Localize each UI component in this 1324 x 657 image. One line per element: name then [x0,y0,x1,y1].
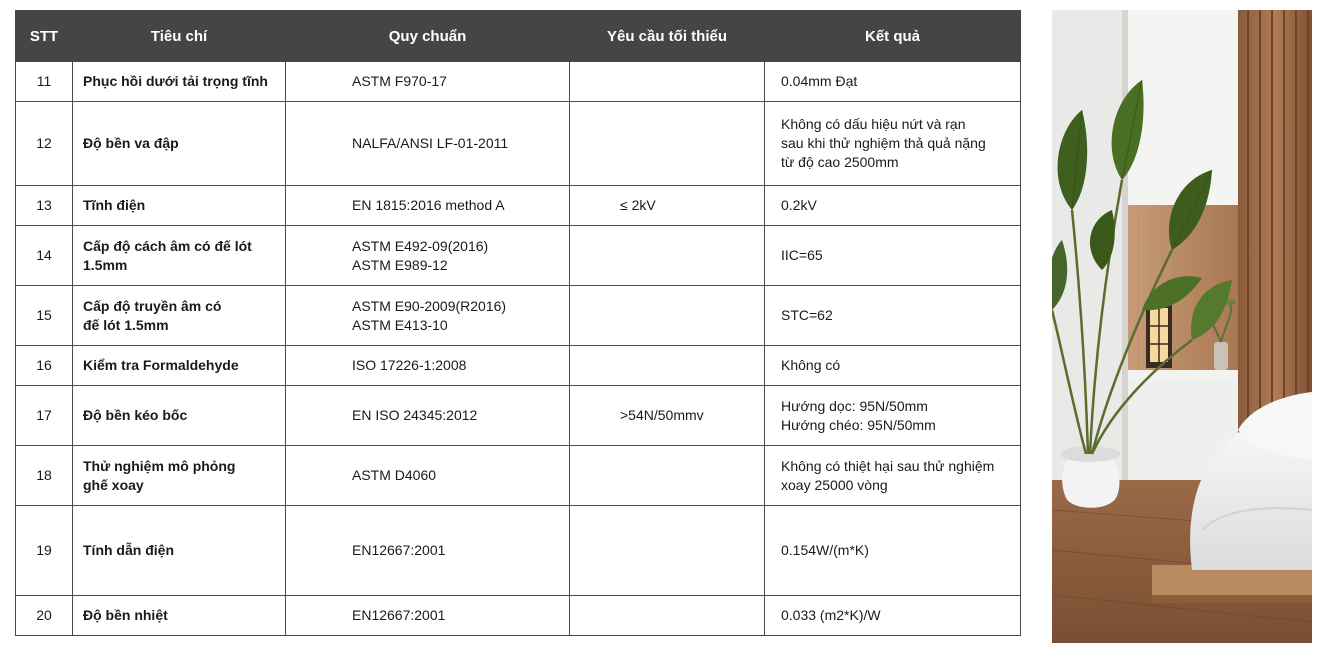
cell-stt: 14 [16,226,73,286]
table-row [16,62,1021,102]
cell-standard [286,186,570,226]
cell-result-line: Không có dấu hiệu nứt và rạn [781,116,966,132]
table-row [16,226,1021,286]
table-row [16,186,1021,226]
cell-result-line: STC=62 [781,307,833,323]
cell-criterion-line: Cấp độ truyền âm có [83,297,222,314]
cell-standard-line: ASTM D4060 [352,467,437,483]
cell-standard-line: ASTM E90-2009(R2016) [352,297,507,314]
cell-criterion [73,286,286,346]
cell-stt: 18 [16,446,73,506]
cell-minimum-line: ≤ 2kV [620,197,656,213]
cell-result [765,102,1021,186]
header-result: Kết quả [765,11,1021,62]
cell-standard [286,62,570,102]
cell-result-line: 0.154W/(m*K) [781,542,869,558]
cell-standard [286,286,570,346]
cell-result [765,346,1021,386]
table-body [16,62,1021,636]
cell-criterion-line: Độ bền kéo bốc [83,407,188,423]
cell-stt: 12 [16,102,73,186]
cell-standard [286,386,570,446]
cell-minimum [570,446,765,506]
cell-result [765,226,1021,286]
header-criterion: Tiêu chí [73,11,286,62]
cell-minimum [570,62,765,102]
cell-standard-line: NALFA/ANSI LF-01-2011 [352,135,509,151]
cell-minimum [570,596,765,636]
spec-table [15,10,1021,636]
cell-criterion-line: Kiểm tra Formaldehyde [83,357,239,373]
cell-criterion [73,446,286,506]
cell-minimum [570,346,765,386]
cell-criterion [73,62,286,102]
cell-criterion [73,346,286,386]
table-row [16,102,1021,186]
cell-standard-line: ASTM E492-09(2016) [352,237,489,254]
table-row [16,386,1021,446]
bedroom-interior-photo [1052,10,1312,643]
table-row [16,346,1021,386]
cell-result-line: từ độ cao 2500mm [781,154,899,170]
cell-stt: 15 [16,286,73,346]
cell-standard-line: EN12667:2001 [352,542,446,558]
cell-result-line: 0.033 (m2*K)/W [781,607,881,623]
cell-stt: 20 [16,596,73,636]
cell-result [765,596,1021,636]
cell-result [765,286,1021,346]
header-stt: STT [16,11,73,62]
cell-minimum-line: >54N/50mmv [620,407,704,423]
cell-standard [286,102,570,186]
cell-standard-line: EN12667:2001 [352,607,446,623]
cell-standard-line: EN 1815:2016 method A [352,197,505,213]
cell-standard-line: ASTM F970-17 [352,73,447,89]
cell-result [765,446,1021,506]
cell-criterion-line: Cấp độ cách âm có đế lót [83,237,252,254]
cell-standard-line: ASTM E989-12 [352,256,448,273]
cell-result [765,186,1021,226]
cell-criterion [73,102,286,186]
cell-standard-line: ASTM E413-10 [352,316,448,333]
cell-criterion [73,596,286,636]
cell-minimum [570,226,765,286]
cell-stt: 11 [16,62,73,102]
cell-result-line: Không có [781,357,841,373]
cell-criterion-line: 1.5mm [83,256,128,273]
cell-standard-line: EN ISO 24345:2012 [352,407,478,423]
cell-stt: 13 [16,186,73,226]
cell-stt: 16 [16,346,73,386]
cell-result-line: Hướng dọc: 95N/50mm [781,397,928,414]
cell-minimum [570,506,765,596]
cell-criterion-line: Phục hồi dưới tải trọng tĩnh [83,73,268,89]
table-row [16,286,1021,346]
cell-criterion-line: Độ bền nhiệt [83,607,168,623]
cell-standard [286,596,570,636]
header-minimum: Yêu cầu tối thiểu [570,11,765,62]
cell-criterion-line: Tĩnh điện [83,197,146,213]
cell-result-line: xoay 25000 vòng [781,476,888,493]
cell-criterion-line: Độ bền va đập [83,135,179,151]
cell-standard [286,446,570,506]
cell-stt: 17 [16,386,73,446]
cell-criterion [73,226,286,286]
cell-standard [286,226,570,286]
cell-criterion [73,186,286,226]
cell-standard [286,506,570,596]
cell-criterion [73,386,286,446]
cell-result-line: Không có thiệt hại sau thử nghiệm [781,457,995,474]
cell-criterion-line: đế lót 1.5mm [83,316,169,333]
cell-criterion-line: Thử nghiệm mô phỏng [83,457,236,474]
cell-criterion [73,506,286,596]
cell-criterion-line: Tính dẫn điện [83,542,174,558]
cell-result-line: IIC=65 [781,247,823,263]
cell-standard-line: ISO 17226-1:2008 [352,357,467,373]
cell-result-line: 0.2kV [781,197,817,213]
cell-result-line: Hướng chéo: 95N/50mm [781,416,936,433]
cell-result [765,62,1021,102]
cell-result-line: 0.04mm Đạt [781,73,858,89]
header-standard: Quy chuẩn [286,11,570,62]
cell-result [765,506,1021,596]
cell-minimum [570,386,765,446]
cell-criterion-line: ghế xoay [83,476,144,493]
cell-stt: 19 [16,506,73,596]
cell-result [765,386,1021,446]
table-header-row [16,11,1021,62]
cell-minimum [570,286,765,346]
table-row [16,506,1021,596]
table-row [16,446,1021,506]
table-row [16,596,1021,636]
cell-minimum [570,186,765,226]
cell-standard [286,346,570,386]
cell-result-line: sau khi thử nghiệm thả quả nặng [781,135,986,151]
cell-minimum [570,102,765,186]
